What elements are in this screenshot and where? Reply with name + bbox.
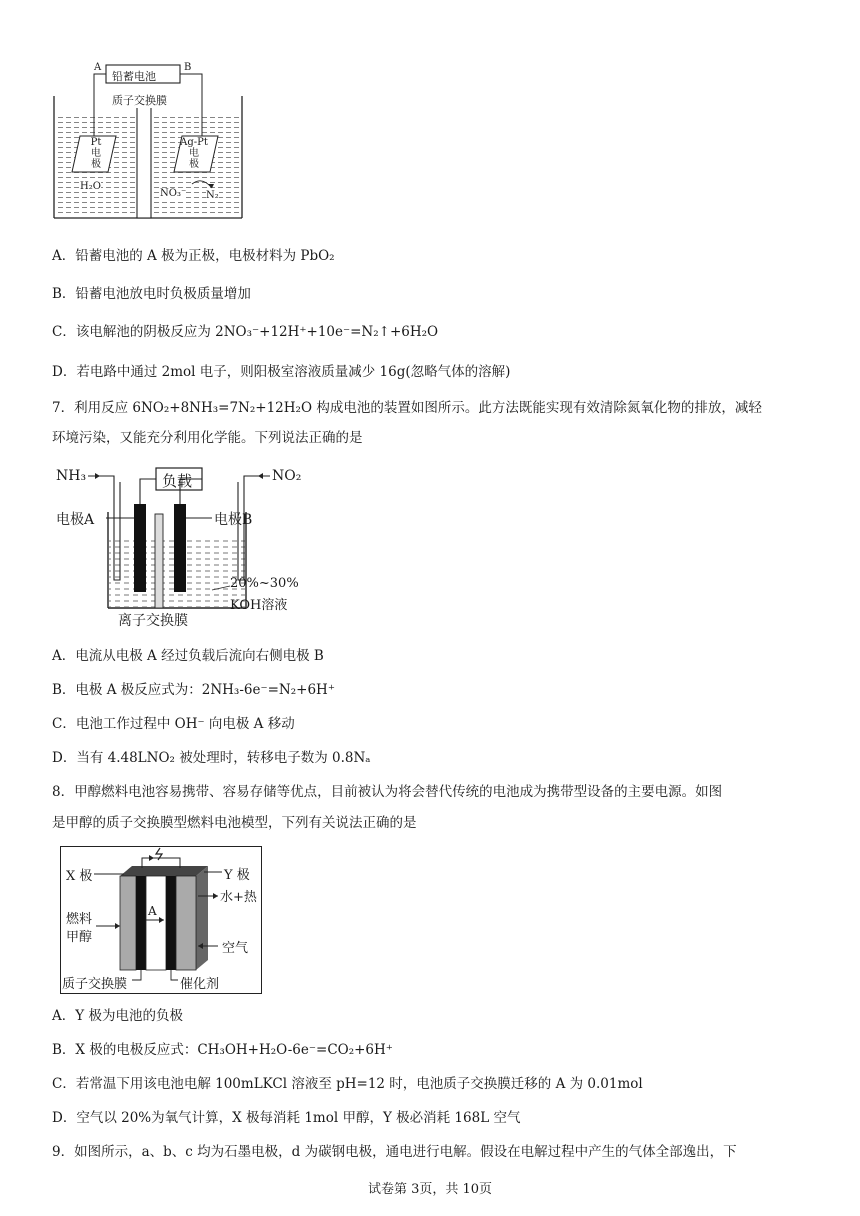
left-electrode-label: Pt 电 极: [90, 137, 102, 170]
q8-stem-line2: 是甲醇的质子交换膜型燃料电池模型，下列有关说法正确的是: [52, 815, 417, 831]
right-product-label: N₂: [206, 190, 219, 201]
ion-membrane-label: 离子交换膜: [118, 613, 188, 629]
nh3-label: NH₃: [56, 468, 87, 484]
figure-electrolysis-cell: [50, 60, 250, 222]
koh-concentration-label: 20%~30%: [230, 576, 299, 591]
catalyst-label: 催化剂: [180, 977, 220, 992]
q7-option-c: C．电池工作过程中 OH⁻ 向电极 A 移动: [52, 716, 295, 732]
battery-label: 铅蓄电池: [112, 70, 156, 83]
q6-option-a: A．铅蓄电池的 A 极为正极，电极材料为 PbO₂: [52, 248, 335, 264]
q8-option-a: A．Y 极为电池的负极: [52, 1008, 183, 1024]
water-heat-label: 水+热: [220, 890, 257, 905]
air-label: 空气: [222, 941, 249, 956]
fuel-label: 燃料: [66, 912, 93, 927]
q7-option-d: D．当有 4.48LNO₂ 被处理时，转移电子数为 0.8Nₐ: [52, 750, 371, 766]
figure-nh3-no2-cell: [52, 460, 302, 632]
q7-option-a: A．电流从电极 A 经过负载后流向右侧电极 B: [52, 648, 324, 664]
terminal-b-label: B: [184, 62, 192, 73]
right-reactant-label: NO₃⁻: [160, 188, 187, 199]
proton-membrane-label: 质子交换膜: [62, 977, 128, 992]
terminal-a-label: A: [94, 62, 102, 73]
electrode-a-label: 电极A: [56, 512, 95, 528]
q6-option-d: D．若电路中通过 2mol 电子，则阳极室溶液质量减少 16g(忽略气体的溶解): [52, 364, 511, 380]
page-footer: 试卷第 3页，共 10页: [367, 1182, 493, 1197]
right-electrode-label: Ag-Pt 电 极: [180, 137, 208, 170]
y-pole-label: Y 极: [224, 868, 250, 883]
electrode-b-label: 电极B: [214, 512, 253, 528]
a-label: A: [148, 904, 157, 918]
q6-option-b: B．铅蓄电池放电时负极质量增加: [52, 286, 251, 302]
q9-stem-line1: 9．如图所示，a、b、c 均为石墨电极，d 为碳钢电极，通电进行电解。假设在电解过程中产生的气体全部逸出，下: [52, 1144, 737, 1160]
load-label: 负载: [162, 472, 193, 490]
q6-option-c: C．该电解池的阴极反应为 2NO₃⁻+12H⁺+10e⁻=N₂↑+6H₂O: [52, 324, 439, 340]
q8-stem-line1: 8．甲醇燃料电池容易携带、容易存储等优点，目前被认为将会替代传统的电池成为携带型设备的主要电源。如图: [52, 784, 723, 800]
q7-option-b: B．电极 A 极反应式为：2NH₃-6e⁻=N₂+6H⁺: [52, 682, 335, 698]
q8-option-b: B．X 极的电极反应式：CH₃OH+H₂O-6e⁻=CO₂+6H⁺: [52, 1042, 393, 1058]
q8-option-d: D．空气以 20%为氧气计算，X 极每消耗 1mol 甲醇，Y 极必消耗 168L 空气: [52, 1110, 521, 1126]
figure-methanol-fuel-cell: [60, 846, 262, 994]
no2-label: NO₂: [272, 468, 302, 484]
x-pole-label: X 极: [66, 869, 93, 884]
q7-stem-line1: 7．利用反应 6NO₂+8NH₃=7N₂+12H₂O 构成电池的装置如图所示。此方法既能实现有效清除氮氧化物的排放，减轻: [52, 400, 762, 416]
left-solution-label: H₂O: [80, 181, 101, 192]
methanol-label: 甲醇: [66, 930, 93, 945]
q7-stem-line2: 环境污染，又能充分利用化学能。下列说法正确的是: [52, 430, 363, 446]
membrane-label: 质子交换膜: [112, 94, 167, 107]
q8-option-c: C．若常温下用该电池电解 100mLKCl 溶液至 pH=12 时，电池质子交换膜迁移的 A 为 0.01mol: [52, 1076, 643, 1092]
koh-solution-label: KOH溶液: [230, 598, 288, 613]
